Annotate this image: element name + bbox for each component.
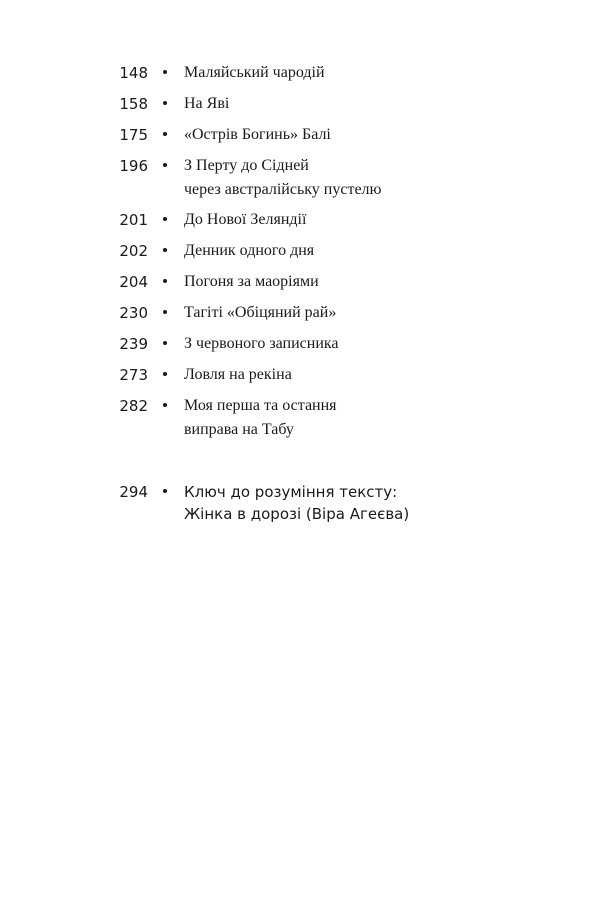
bullet-icon	[163, 163, 167, 167]
bullet-icon	[163, 341, 167, 345]
bullet-icon	[163, 372, 167, 376]
chapter-title-line: через австралійську пустелю	[184, 181, 382, 198]
chapter-title-line: Маляйський чародій	[184, 64, 325, 81]
bullet-icon	[163, 101, 167, 105]
page-number: 196	[119, 157, 148, 175]
page-number: 158	[119, 95, 148, 113]
chapter-title	[184, 61, 584, 85]
chapter-title	[184, 123, 584, 147]
chapter-title	[184, 239, 584, 263]
bullet-icon	[163, 310, 167, 314]
chapter-title-line: «Острів Богинь» Балі	[184, 126, 331, 143]
page-number: 294	[119, 483, 148, 501]
bullet-icon	[163, 279, 167, 283]
chapter-title-line: Моя перша та остання	[184, 397, 337, 414]
chapter-title-line: До Нової Зеляндії	[184, 211, 307, 228]
chapter-title-line: З червоного записника	[184, 335, 339, 352]
page-number: 148	[119, 64, 148, 82]
chapter-title-line: З Перту до Сідней	[184, 157, 309, 174]
page-number: 273	[119, 366, 148, 384]
chapter-title-line: На Яві	[184, 95, 230, 112]
page-number: 239	[119, 335, 148, 353]
chapter-title-line: Денник одного дня	[184, 242, 315, 259]
chapter-title	[184, 394, 584, 442]
chapter-title-line: Жінка в дорозі (Віра Агеєва)	[184, 505, 410, 523]
chapter-title	[184, 332, 584, 356]
bullet-icon	[163, 489, 167, 493]
chapter-title	[184, 208, 584, 232]
chapter-title-line: виправа на Табу	[184, 421, 294, 438]
page-number: 282	[119, 397, 148, 415]
bullet-icon	[163, 132, 167, 136]
chapter-title	[184, 270, 584, 294]
page-number: 204	[119, 273, 148, 291]
chapter-title	[184, 301, 584, 325]
chapter-title	[184, 92, 584, 116]
page-number: 201	[119, 211, 148, 229]
bullet-icon	[163, 217, 167, 221]
bullet-icon	[163, 403, 167, 407]
chapter-title-line: Тагіті «Обіцяний рай»	[184, 304, 337, 321]
page-number: 175	[119, 126, 148, 144]
page-number: 202	[119, 242, 148, 260]
chapter-title-line: Погоня за маоріями	[184, 273, 319, 290]
bullet-icon	[163, 248, 167, 252]
chapter-title	[184, 154, 584, 202]
chapter-title-line: Ключ до розуміння тексту:	[184, 483, 398, 501]
page-number: 230	[119, 304, 148, 322]
chapter-title-line: Ловля на рекіна	[184, 366, 292, 383]
chapter-title	[184, 363, 584, 387]
chapter-title	[184, 481, 584, 525]
bullet-icon	[163, 70, 167, 74]
